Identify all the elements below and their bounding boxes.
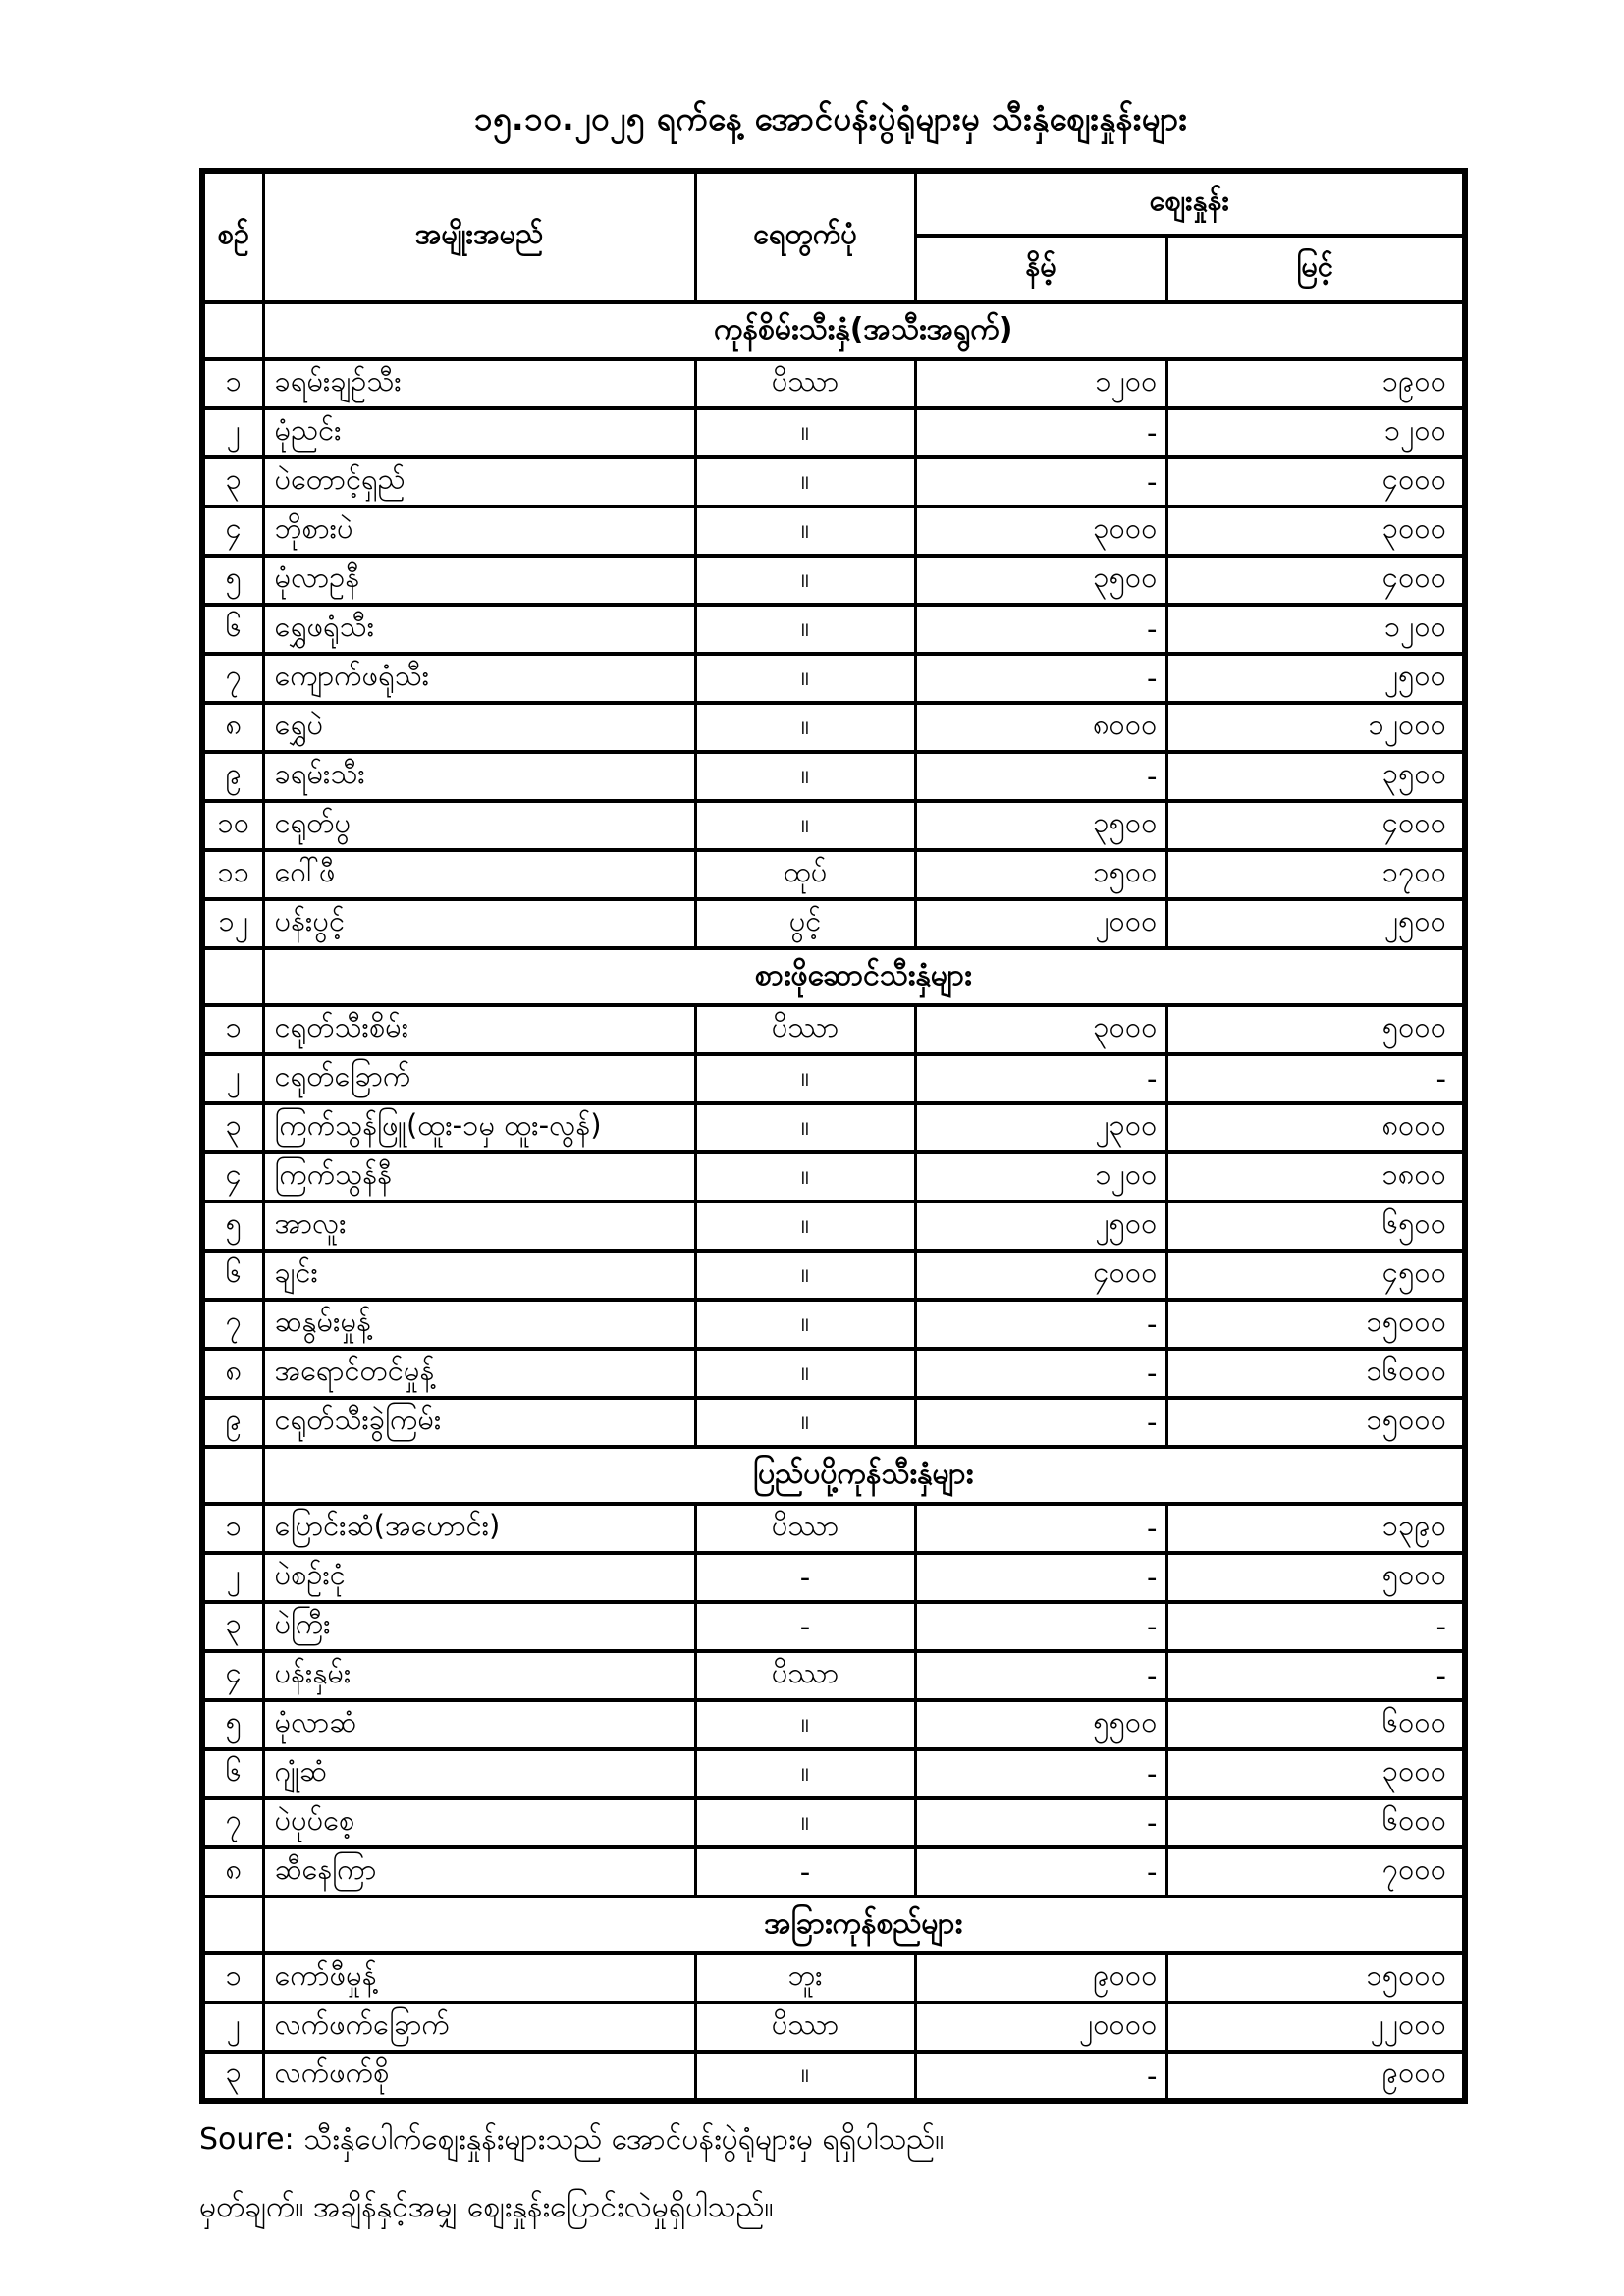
document-page (199, 98, 1462, 2255)
high-price-cell: - (1166, 1602, 1465, 1651)
price-table (199, 168, 1468, 2104)
unit-cell: ပိဿာ (695, 1504, 915, 1553)
low-price-cell: ၃၀၀၀ (915, 507, 1166, 556)
unit-cell: ။ (695, 703, 915, 752)
table-body (202, 302, 1465, 2101)
row-no-cell: ၁ (202, 359, 263, 408)
high-price-cell: ၁၈၀၀ (1166, 1152, 1465, 1201)
high-price-cell: ၂၅၀၀ (1166, 899, 1465, 948)
item-name-cell: ခရမ်းချဉ်သီး (263, 359, 695, 408)
high-price-cell: ၃၅၀၀ (1166, 752, 1465, 801)
high-price-cell: ၅၀၀၀ (1166, 1553, 1465, 1602)
unit-cell: ။ (695, 1798, 915, 1847)
unit-cell: ။ (695, 1349, 915, 1398)
row-no-cell: ၈ (202, 1349, 263, 1398)
item-name-cell: ဘိုစားပဲ (263, 507, 695, 556)
item-name-cell: ခရမ်းသီး (263, 752, 695, 801)
row-no-cell: ၇ (202, 654, 263, 703)
item-name-cell: ဂျုံဆံ (263, 1749, 695, 1798)
row-no-cell: ၂ (202, 408, 263, 457)
low-price-cell: ၃၅၀၀ (915, 801, 1166, 850)
low-price-cell: ၂၀၀၀၀ (915, 2002, 1166, 2052)
high-price-cell: ၁၇၀၀ (1166, 850, 1465, 899)
high-price-cell: ၄၀၀၀ (1166, 457, 1465, 507)
item-name-cell: ပန်းနှမ်း (263, 1651, 695, 1700)
low-price-cell: ၂၀၀၀ (915, 899, 1166, 948)
low-price-cell: ၁၂၀၀ (915, 1152, 1166, 1201)
header-price-group: စျေးနှုန်း (915, 171, 1465, 236)
item-name-cell: ဆီနေကြာ (263, 1847, 695, 1896)
row-no-cell: ၆ (202, 1749, 263, 1798)
high-price-cell: ၁၆၀၀၀ (1166, 1349, 1465, 1398)
item-name-cell: မုံလာဥနီ (263, 556, 695, 605)
unit-cell: ။ (695, 605, 915, 654)
table-row (202, 1201, 1465, 1251)
table-row (202, 1847, 1465, 1896)
unit-cell: - (695, 1602, 915, 1651)
unit-cell: ။ (695, 654, 915, 703)
high-price-cell: ၃၀၀၀ (1166, 1749, 1465, 1798)
high-price-cell: ၄၀၀၀ (1166, 556, 1465, 605)
row-no-cell: ၅ (202, 556, 263, 605)
unit-cell: ။ (695, 408, 915, 457)
item-name-cell: ကြက်သွန်ဖြူ(ထူး-၁မှ ထူး-လွန်) (263, 1103, 695, 1152)
high-price-cell: ၆၀၀၀ (1166, 1798, 1465, 1847)
high-price-cell: ၁၅၀၀၀ (1166, 1953, 1465, 2002)
table-row (202, 1504, 1465, 1553)
unit-cell: ။ (695, 1201, 915, 1251)
low-price-cell: ၃၀၀၀ (915, 1005, 1166, 1054)
footer-source: Soure: သီးနှံပေါက်စျေးနှုန်းများသည် အောင်ပန်းပွဲရုံများမှ ရရှိပါသည်။ (199, 2122, 945, 2157)
table-header (202, 171, 1465, 302)
unit-cell: ။ (695, 1103, 915, 1152)
section-heading-spacer (202, 1447, 263, 1504)
item-name-cell: ကျောက်ဖရုံသီး (263, 654, 695, 703)
table-row (202, 1398, 1465, 1447)
high-price-cell: ၁၃၉၀ (1166, 1504, 1465, 1553)
item-name-cell: ငရုတ်ခြောက် (263, 1054, 695, 1103)
unit-cell: ဘူး (695, 1953, 915, 2002)
table-row (202, 1054, 1465, 1103)
low-price-cell: ၉၀၀၀ (915, 1953, 1166, 2002)
row-no-cell: ၈ (202, 703, 263, 752)
row-no-cell: ၉ (202, 1398, 263, 1447)
item-name-cell: ပန်းပွင့် (263, 899, 695, 948)
low-price-cell: - (915, 1847, 1166, 1896)
item-name-cell: ကြက်သွန်နီ (263, 1152, 695, 1201)
high-price-cell: ၇၀၀၀ (1166, 1847, 1465, 1896)
low-price-cell: ၄၀၀၀ (915, 1251, 1166, 1300)
item-name-cell: ဆနွမ်းမှုန့် (263, 1300, 695, 1349)
low-price-cell: ၁၂၀၀ (915, 359, 1166, 408)
item-name-cell: ငရုတ်ပွ (263, 801, 695, 850)
low-price-cell: - (915, 1054, 1166, 1103)
item-name-cell: အာလူး (263, 1201, 695, 1251)
unit-cell: ပွင့် (695, 899, 915, 948)
table-row (202, 2002, 1465, 2052)
row-no-cell: ၃ (202, 1602, 263, 1651)
item-name-cell: မုံညင်း (263, 408, 695, 457)
unit-cell: - (695, 1847, 915, 1896)
row-no-cell: ၂ (202, 1054, 263, 1103)
table-row (202, 1300, 1465, 1349)
unit-cell: ပိဿာ (695, 359, 915, 408)
page-title: ၁၅.၁၀.၂၀၂၅ ရက်နေ့ အောင်ပန်းပွဲရုံများမှ သီးနှံစျေးနှုန်းများ (473, 99, 1188, 137)
low-price-cell: ၈၀၀၀ (915, 703, 1166, 752)
high-price-cell: ၉၀၀၀ (1166, 2052, 1465, 2101)
table-row (202, 1553, 1465, 1602)
low-price-cell: ၂၃၀၀ (915, 1103, 1166, 1152)
low-price-cell: - (915, 457, 1166, 507)
row-no-cell: ၁၀ (202, 801, 263, 850)
high-price-cell: ၁၂၀၀ (1166, 408, 1465, 457)
row-no-cell: ၁ (202, 1953, 263, 2002)
high-price-cell: ၂၂၀၀၀ (1166, 2002, 1465, 2052)
low-price-cell: - (915, 1798, 1166, 1847)
low-price-cell: - (915, 1504, 1166, 1553)
row-no-cell: ၄ (202, 1651, 263, 1700)
high-price-cell: - (1166, 1651, 1465, 1700)
high-price-cell: ၁၂၀၀ (1166, 605, 1465, 654)
unit-cell: ။ (695, 1251, 915, 1300)
unit-cell: ။ (695, 1398, 915, 1447)
table-row (202, 1602, 1465, 1651)
item-name-cell: ပဲစဉ်းငုံ (263, 1553, 695, 1602)
high-price-cell: ၁၅၀၀၀ (1166, 1398, 1465, 1447)
row-no-cell: ၃ (202, 2052, 263, 2101)
unit-cell: ။ (695, 507, 915, 556)
section-heading: ပြည်ပပို့ကုန်သီးနှံများ (263, 1447, 1465, 1504)
row-no-cell: ၁ (202, 1504, 263, 1553)
item-name-cell: ရွှေပဲ (263, 703, 695, 752)
section-heading-row (202, 1447, 1465, 1504)
low-price-cell: - (915, 1349, 1166, 1398)
table-row (202, 359, 1465, 408)
table-row (202, 556, 1465, 605)
low-price-cell: - (915, 1602, 1166, 1651)
item-name-cell: ကော်ဖီမှုန့် (263, 1953, 695, 2002)
high-price-cell: ၁၂၀၀၀ (1166, 703, 1465, 752)
low-price-cell: - (915, 408, 1166, 457)
table-row (202, 1349, 1465, 1398)
footer-note: မှတ်ချက်။ အချိန်နှင့်အမျှ စျေးနှုန်းပြောင်းလဲမှုရှိပါသည်။ (199, 2190, 774, 2224)
row-no-cell: ၅ (202, 1201, 263, 1251)
table-row (202, 457, 1465, 507)
row-no-cell: ၁ (202, 1005, 263, 1054)
unit-cell: ပိဿာ (695, 2002, 915, 2052)
row-no-cell: ၈ (202, 1847, 263, 1896)
table-row (202, 2052, 1465, 2101)
row-no-cell: ၁၂ (202, 899, 263, 948)
header-unit: ရေတွက်ပုံ (695, 171, 915, 302)
item-name-cell: ပြောင်းဆံ(အဟောင်း) (263, 1504, 695, 1553)
high-price-cell: ၁၉၀၀ (1166, 359, 1465, 408)
item-name-cell: ပဲတောင့်ရှည် (263, 457, 695, 507)
low-price-cell: - (915, 1300, 1166, 1349)
item-name-cell: လက်ဖက်စို (263, 2052, 695, 2101)
table-row (202, 1103, 1465, 1152)
item-name-cell: ချင်း (263, 1251, 695, 1300)
table-row (202, 1953, 1465, 2002)
low-price-cell: ၁၅၀၀ (915, 850, 1166, 899)
row-no-cell: ၄ (202, 507, 263, 556)
unit-cell: ။ (695, 752, 915, 801)
unit-cell: ။ (695, 556, 915, 605)
item-name-cell: လက်ဖက်ခြောက် (263, 2002, 695, 2052)
unit-cell: ပိဿာ (695, 1651, 915, 1700)
unit-cell: ။ (695, 1300, 915, 1349)
section-heading: စားဖိုဆောင်သီးနှံများ (263, 948, 1465, 1005)
row-no-cell: ၉ (202, 752, 263, 801)
row-no-cell: ၄ (202, 1152, 263, 1201)
low-price-cell: ၂၅၀၀ (915, 1201, 1166, 1251)
table-row (202, 507, 1465, 556)
table-row (202, 654, 1465, 703)
high-price-cell: ၆၀၀၀ (1166, 1700, 1465, 1749)
unit-cell: ပိဿာ (695, 1005, 915, 1054)
high-price-cell: ၂၅၀၀ (1166, 654, 1465, 703)
low-price-cell: - (915, 654, 1166, 703)
unit-cell: ။ (695, 457, 915, 507)
section-heading: ကုန်စိမ်းသီးနှံ(အသီးအရွက်) (263, 302, 1465, 359)
high-price-cell: ၆၅၀၀ (1166, 1201, 1465, 1251)
table-row (202, 1651, 1465, 1700)
low-price-cell: - (915, 1651, 1166, 1700)
item-name-cell: ငရုတ်သီးခွဲကြမ်း (263, 1398, 695, 1447)
unit-cell: ။ (695, 1749, 915, 1798)
low-price-cell: - (915, 605, 1166, 654)
low-price-cell: ၅၅၀၀ (915, 1700, 1166, 1749)
unit-cell: ။ (695, 1700, 915, 1749)
section-heading-spacer (202, 1896, 263, 1953)
high-price-cell: - (1166, 1054, 1465, 1103)
high-price-cell: ၈၀၀၀ (1166, 1103, 1465, 1152)
unit-cell: - (695, 1553, 915, 1602)
item-name-cell: ပဲကြီး (263, 1602, 695, 1651)
section-heading-row (202, 302, 1465, 359)
unit-cell: ။ (695, 801, 915, 850)
row-no-cell: ၆ (202, 605, 263, 654)
table-row (202, 801, 1465, 850)
section-heading: အခြားကုန်စည်များ (263, 1896, 1465, 1953)
section-heading-spacer (202, 302, 263, 359)
high-price-cell: ၅၀၀၀ (1166, 1005, 1465, 1054)
low-price-cell: ၃၅၀၀ (915, 556, 1166, 605)
high-price-cell: ၄၅၀၀ (1166, 1251, 1465, 1300)
row-no-cell: ၃ (202, 1103, 263, 1152)
section-heading-row (202, 948, 1465, 1005)
section-heading-row (202, 1896, 1465, 1953)
footer (199, 2119, 1462, 2231)
low-price-cell: - (915, 1398, 1166, 1447)
high-price-cell: ၄၀၀၀ (1166, 801, 1465, 850)
row-no-cell: ၂ (202, 2002, 263, 2052)
header-name: အမျိုးအမည် (263, 171, 695, 302)
section-heading-spacer (202, 948, 263, 1005)
item-name-cell: ငရုတ်သီးစိမ်း (263, 1005, 695, 1054)
item-name-cell: ရွှေဖရုံသီး (263, 605, 695, 654)
table-row (202, 1798, 1465, 1847)
low-price-cell: - (915, 1749, 1166, 1798)
item-name-cell: အရောင်တင်မှုန့် (263, 1349, 695, 1398)
table-row (202, 850, 1465, 899)
table-row (202, 1005, 1465, 1054)
table-row (202, 1251, 1465, 1300)
row-no-cell: ၃ (202, 457, 263, 507)
row-no-cell: ၇ (202, 1300, 263, 1349)
table-row (202, 1749, 1465, 1798)
header-no: စဉ် (202, 171, 263, 302)
row-no-cell: ၅ (202, 1700, 263, 1749)
row-no-cell: ၇ (202, 1798, 263, 1847)
row-no-cell: ၁၁ (202, 850, 263, 899)
table-row (202, 1152, 1465, 1201)
unit-cell: ထုပ် (695, 850, 915, 899)
row-no-cell: ၂ (202, 1553, 263, 1602)
item-name-cell: ဂေါ်ဖီ (263, 850, 695, 899)
item-name-cell: ပဲပုပ်စေ့ (263, 1798, 695, 1847)
table-row (202, 752, 1465, 801)
low-price-cell: - (915, 2052, 1166, 2101)
high-price-cell: ၃၀၀၀ (1166, 507, 1465, 556)
header-low: နိမ့် (915, 236, 1166, 302)
table-row (202, 605, 1465, 654)
row-no-cell: ၆ (202, 1251, 263, 1300)
table-row (202, 899, 1465, 948)
low-price-cell: - (915, 752, 1166, 801)
unit-cell: ။ (695, 2052, 915, 2101)
table-row (202, 703, 1465, 752)
unit-cell: ။ (695, 1054, 915, 1103)
table-row (202, 1700, 1465, 1749)
item-name-cell: မုံလာဆံ (263, 1700, 695, 1749)
header-row-top (202, 171, 1465, 236)
unit-cell: ။ (695, 1152, 915, 1201)
low-price-cell: - (915, 1553, 1166, 1602)
high-price-cell: ၁၅၀၀၀ (1166, 1300, 1465, 1349)
table-row (202, 408, 1465, 457)
header-high: မြင့် (1166, 236, 1465, 302)
